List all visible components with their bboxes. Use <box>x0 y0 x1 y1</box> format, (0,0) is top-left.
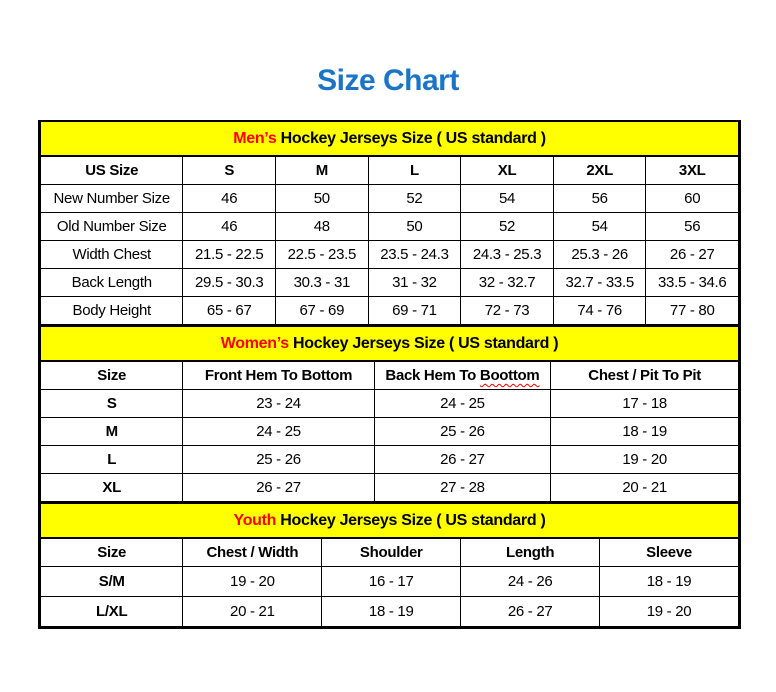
cell-value: 65 - 67 <box>183 297 276 325</box>
cell-value: 25 - 26 <box>374 418 551 446</box>
cell-value: 23.5 - 24.3 <box>368 241 461 269</box>
cell-value: 23 - 24 <box>183 390 374 418</box>
size-table-youth <box>40 502 739 627</box>
table-row <box>41 597 739 627</box>
cell-value: 19 - 20 <box>600 597 739 627</box>
cell-value: 25 - 26 <box>183 446 374 474</box>
cell-value: 21.5 - 22.5 <box>183 241 276 269</box>
table-row <box>41 297 739 325</box>
cell-value: 26 - 27 <box>374 446 551 474</box>
cell-value: 19 - 20 <box>551 446 739 474</box>
column-header: Length <box>461 538 600 567</box>
column-header: Chest / Width <box>183 538 322 567</box>
table-row <box>41 185 739 213</box>
table-row <box>41 446 739 474</box>
row-label: L/XL <box>41 597 183 627</box>
section-heading-highlight: Women’s <box>220 334 289 352</box>
column-header: Front Hem To Bottom <box>183 361 374 390</box>
cell-value: 77 - 80 <box>646 297 739 325</box>
column-header: 2XL <box>553 156 646 185</box>
row-label: M <box>41 418 183 446</box>
cell-value: 32.7 - 33.5 <box>553 269 646 297</box>
cell-value: 46 <box>183 213 276 241</box>
cell-value: 52 <box>461 213 554 241</box>
section-heading-rest: Hockey Jerseys Size ( US standard ) <box>276 511 546 529</box>
cell-value: 25.3 - 26 <box>553 241 646 269</box>
column-header: XL <box>461 156 554 185</box>
cell-value: 17 - 18 <box>551 390 739 418</box>
cell-value: 18 - 19 <box>551 418 739 446</box>
cell-value: 20 - 21 <box>551 474 739 502</box>
cell-value: 24 - 25 <box>374 390 551 418</box>
cell-value: 46 <box>183 185 276 213</box>
cell-value: 32 - 32.7 <box>461 269 554 297</box>
cell-value: 52 <box>368 185 461 213</box>
misspelled-word: Boottom <box>479 367 540 384</box>
cell-value: 54 <box>553 213 646 241</box>
cell-value: 33.5 - 34.6 <box>646 269 739 297</box>
table-row <box>41 241 739 269</box>
cell-value: 56 <box>646 213 739 241</box>
row-label: Back Length <box>41 269 183 297</box>
cell-value: 26 - 27 <box>646 241 739 269</box>
row-label: L <box>41 446 183 474</box>
cell-value: 56 <box>553 185 646 213</box>
column-header: S <box>183 156 276 185</box>
table-row <box>41 269 739 297</box>
cell-value: 31 - 32 <box>368 269 461 297</box>
cell-value: 74 - 76 <box>553 297 646 325</box>
column-header: L <box>368 156 461 185</box>
cell-value: 54 <box>461 185 554 213</box>
cell-value: 19 - 20 <box>183 567 322 597</box>
column-header: Chest / Pit To Pit <box>551 361 739 390</box>
row-label: Old Number Size <box>41 213 183 241</box>
cell-value: 67 - 69 <box>276 297 369 325</box>
cell-value: 24 - 25 <box>183 418 374 446</box>
cell-value: 50 <box>368 213 461 241</box>
size-chart <box>38 120 741 629</box>
cell-value: 50 <box>276 185 369 213</box>
row-label: Body Height <box>41 297 183 325</box>
table-row <box>41 213 739 241</box>
section-heading-womens <box>41 326 739 361</box>
cell-value: 30.3 - 31 <box>276 269 369 297</box>
column-header: Size <box>41 538 183 567</box>
row-label: XL <box>41 474 183 502</box>
column-header: US Size <box>41 156 183 185</box>
section-heading-mens <box>41 122 739 156</box>
size-table-mens <box>40 122 739 325</box>
section-heading-rest: Hockey Jerseys Size ( US standard ) <box>288 334 559 352</box>
row-label: S <box>41 390 183 418</box>
cell-value: 69 - 71 <box>368 297 461 325</box>
cell-value: 18 - 19 <box>322 597 461 627</box>
column-header: Back Hem To Boottom <box>374 361 551 390</box>
column-header: 3XL <box>646 156 739 185</box>
row-label: S/M <box>41 567 183 597</box>
row-label: Width Chest <box>41 241 183 269</box>
cell-value: 16 - 17 <box>322 567 461 597</box>
cell-value: 27 - 28 <box>374 474 551 502</box>
column-header: Shoulder <box>322 538 461 567</box>
page-title: Size Chart <box>317 64 459 97</box>
cell-value: 26 - 27 <box>461 597 600 627</box>
table-row <box>41 390 739 418</box>
table-row <box>41 474 739 502</box>
column-header: Size <box>41 361 183 390</box>
size-table-womens <box>40 325 739 502</box>
cell-value: 72 - 73 <box>461 297 554 325</box>
section-heading-highlight: Youth <box>233 511 277 529</box>
cell-value: 29.5 - 30.3 <box>183 269 276 297</box>
table-row <box>41 418 739 446</box>
column-header: Sleeve <box>600 538 739 567</box>
cell-value: 26 - 27 <box>183 474 374 502</box>
column-header: M <box>276 156 369 185</box>
section-heading-youth <box>41 503 739 538</box>
section-heading-rest: Hockey Jerseys Size ( US standard ) <box>276 129 546 147</box>
cell-value: 22.5 - 23.5 <box>276 241 369 269</box>
cell-value: 48 <box>276 213 369 241</box>
section-heading-highlight: Men’s <box>233 129 277 147</box>
cell-value: 18 - 19 <box>600 567 739 597</box>
cell-value: 24.3 - 25.3 <box>461 241 554 269</box>
cell-value: 20 - 21 <box>183 597 322 627</box>
row-label: New Number Size <box>41 185 183 213</box>
table-row <box>41 567 739 597</box>
cell-value: 60 <box>646 185 739 213</box>
cell-value: 24 - 26 <box>461 567 600 597</box>
